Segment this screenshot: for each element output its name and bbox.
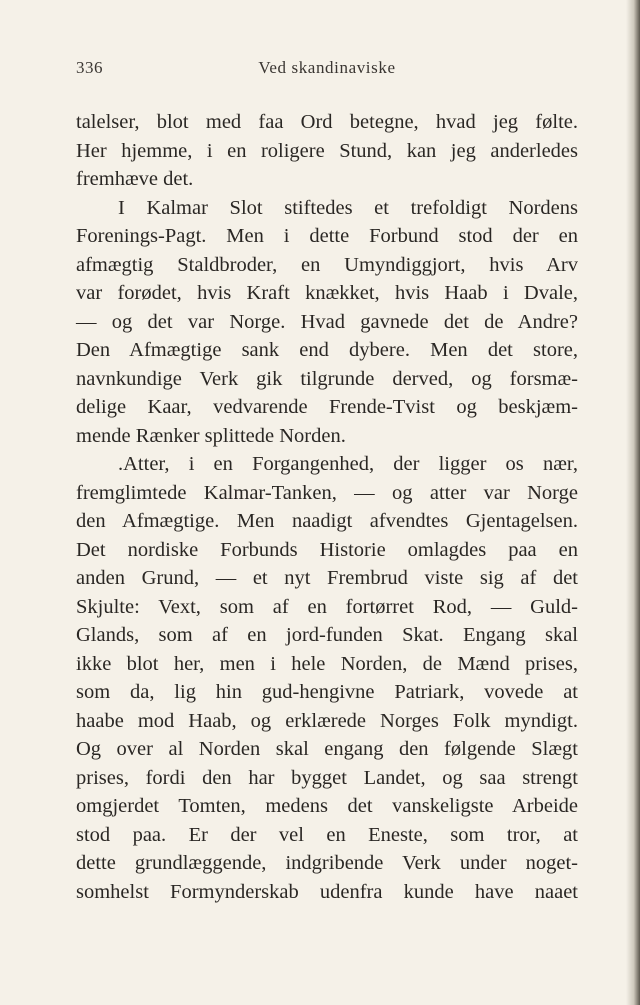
text-line: afmægtig Staldbroder, en Umyndiggjort, hvis Arv xyxy=(76,253,578,276)
text-line: Her hjemme, i en roligere Stund, kan jeg anderledes xyxy=(76,139,578,162)
text-line: I Kalmar Slot stiftedes et trefoldigt Nordens xyxy=(118,196,578,219)
text-line: .Atter, i en Forgangenhed, der ligger os nær, xyxy=(118,453,578,475)
text-line: somhelst Formynderskab udenfra kunde have naaet xyxy=(76,880,578,903)
text-line: anden Grund, — et nyt Frembrud viste sig af det xyxy=(76,567,578,589)
page-edge-shadow xyxy=(626,0,640,1005)
text-line: talelser, blot med faa Ord betegne, hvad jeg følte. xyxy=(76,111,578,133)
text-line: stod paa. Er der vel en Eneste, som tror, at xyxy=(76,823,578,846)
text-line: prises, fordi den har bygget Landet, og saa strengt xyxy=(76,766,578,789)
text-line: var forødet, hvis Kraft knækket, hvis Haab i Dvale, xyxy=(76,282,578,304)
text-line: dette grundlæggende, indgribende Verk under noget- xyxy=(76,852,578,874)
text-line: — og det var Norge. Hvad gavnede det de Andre? xyxy=(76,310,578,333)
page-header xyxy=(76,58,578,82)
text-line: delige Kaar, vedvarende Frende-Tvist og beskjæm- xyxy=(76,396,578,418)
text-line: navnkundige Verk gik tilgrunde derved, og forsmæ- xyxy=(76,367,578,390)
text-line: Den Afmægtige sank end dybere. Men det store, xyxy=(76,339,578,361)
text-line: Det nordiske Forbunds Historie omlagdes paa en xyxy=(76,538,578,561)
page-number: 336 xyxy=(76,58,103,77)
text-line: haabe mod Haab, og erklærede Norges Folk myndigt. xyxy=(76,709,578,732)
running-title: Ved skandinaviske xyxy=(258,58,396,77)
text-line: ikke blot her, men i hele Norden, de Mænd prises, xyxy=(76,652,578,675)
text-line: Forenings-Pagt. Men i dette Forbund stod der en xyxy=(76,225,578,247)
text-line: Glands, som af en jord-funden Skat. Engang skal xyxy=(76,624,578,646)
text-line: som da, lig hin gud-hengivne Patriark, vovede at xyxy=(76,681,578,703)
text-line: Skjulte: Vext, som af en fortørret Rod, — Guld- xyxy=(76,595,578,618)
text-line: Og over al Norden skal engang den følgende Slægt xyxy=(76,738,578,760)
text-line: den Afmægtige. Men naadigt afvendtes Gjentagelsen. xyxy=(76,510,578,532)
text-line: fremhæve det. xyxy=(76,168,194,190)
text-line: omgjerdet Tomten, medens det vanskeligste Arbeide xyxy=(76,795,578,817)
text-line: fremglimtede Kalmar-Tanken, — og atter var Norge xyxy=(76,481,578,504)
text-line: mende Rænker splittede Norden. xyxy=(76,424,346,447)
body-text xyxy=(76,108,578,906)
